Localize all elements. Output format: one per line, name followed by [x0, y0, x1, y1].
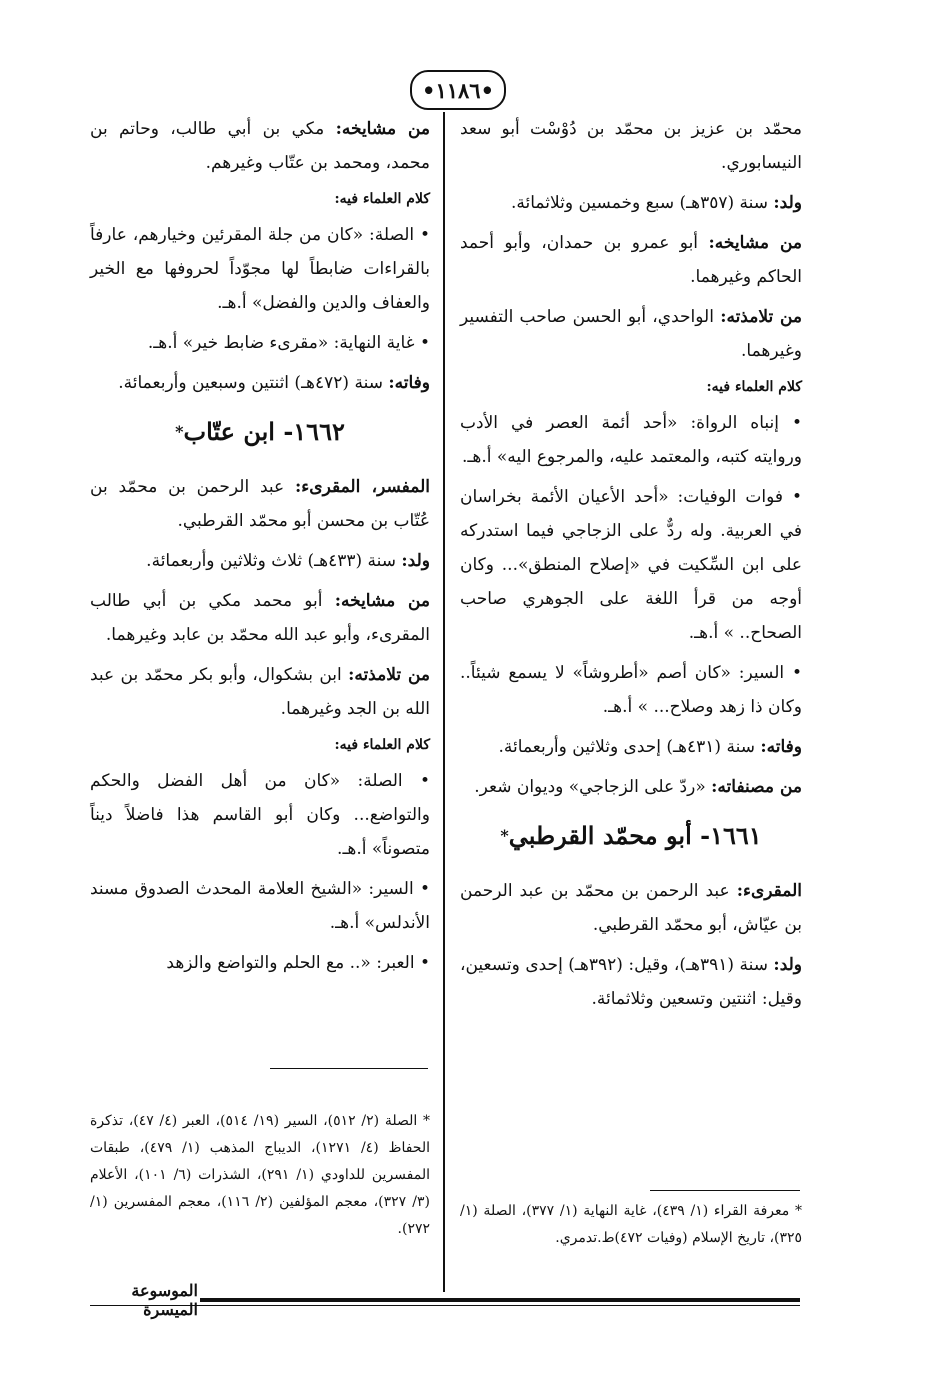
entry-title-text: ١٦٦١- أبو محمّد القرطبي [508, 821, 762, 850]
teachers-label: من مشايخه: [708, 233, 803, 253]
teachers-label-l: من مشايخه: [335, 119, 431, 139]
quote-fawat: • فوات الوفيات: «أحد الأعيان الأئمة بخراسان في العربية. وله ردٌّ على الزجاجي فيما استدركه على ابن السِّكيت في «إصلاح المنطق»... وكان أوجه من قرأ اللغة على الجوهري صاحب الصحاح.. » أ.هـ. [460, 487, 802, 643]
death-label-l: وفاته: [388, 373, 430, 393]
quote-ibar: • العبر: «.. مع الحلم والتواضع والزهد [166, 953, 430, 973]
works-text: «ردّ على الزجاجي» وديوان شعر. [474, 777, 706, 797]
footnote-star: * [500, 826, 509, 845]
entry-title-1662 [90, 412, 430, 452]
teachers-line-l [90, 112, 430, 180]
reciter-text: عبد الرحمن بن محمّد بن عبد الرحمن بن عيّاش، أبو محمّد القرطبي. [460, 881, 802, 935]
works-line [460, 770, 802, 804]
birth-label: ولد: [773, 193, 802, 213]
bottom-rule [200, 1298, 800, 1302]
birth-line [460, 186, 802, 220]
footnote-rule-left [270, 1068, 428, 1069]
footnote-left: * الصلة (٢/ ٥١٢)، السير (١٩/ ٥١٤)، العبر (٤/ ٤٧)، تذكرة الحفاظ (٤/ ١٢٧١)، الديباج المذهب (١/ ٤٧٩)، طبقات المفسرين للداودي (١/ ٢٩١)، الشذرات (٦/ ١٠١)، الأعلام (٣/ ٣٢٧)، معجم المؤلفين (٢/ ١١٦)، معجم المفسرين (١/ ٢٧٢). [90, 1113, 431, 1237]
birth-line-l [90, 544, 430, 578]
death-label: وفاته: [760, 737, 802, 757]
teachers-label-l2: من مشايخه: [334, 591, 430, 611]
death-line-l [90, 366, 430, 400]
quote-sila-2: • الصلة: «كان من أهل الفضل والحكم والتواضع... وكان أبو القاسم هذا فاضلاً ديناً متصوناً» أ.هـ. [90, 771, 430, 859]
students-text-l: ابن بشكوال، وأبو بكر محمّد بن عبد الله بن الجد وغيرهما. [90, 665, 430, 719]
birth-label-2: ولد: [773, 955, 803, 975]
mufassir-line [90, 470, 430, 538]
left-column [90, 112, 430, 986]
footnote-right: * معرفة القراء (١/ ٤٣٩)، غاية النهاية (١/ ٣٧٧)، الصلة (١/ ٣٢٥)، تاريخ الإسلام (وفيات ٤٧٢)ط.تدمري. [460, 1203, 802, 1246]
quote-ghaya: • غاية النهاية: «مقرىء ضابط خير» أ.هـ. [147, 333, 430, 353]
footnote-star-l: * [175, 422, 184, 441]
students-label: من تلامذته: [720, 307, 803, 327]
death-text-l: سنة (٤٧٢هـ) اثنتين وسبعين وأربعمائة. [118, 373, 383, 393]
quote-siyar-l: • السير: «الشيخ العلامة المحدث الصدوق مسند الأندلس» أ.هـ. [90, 879, 430, 933]
quote-sila: • الصلة: «كان من جلة المقرئين وخيارهم، عارفاً بالقراءات ضابطاً لها مجوّداً لحروفها مع الخير والعفاف والدين والفضل» أ.هـ. [90, 225, 430, 313]
students-line-l [90, 658, 430, 726]
scholars-heading: كلام العلماء فيه: [706, 379, 802, 395]
right-column [460, 112, 802, 1022]
works-label: من مصنفاته: [711, 777, 802, 797]
birth-line-2 [460, 948, 802, 1016]
footer-title: الموسوعة الميسرة [131, 1281, 198, 1319]
birth-text-2: سنة (٣٩١هـ)، وقيل: (٣٩٢هـ) إحدى وتسعين، وقيل: اثنتين وتسعين وثلاثمائة. [460, 955, 802, 1009]
scholars-heading-l2: كلام العلماء فيه: [334, 737, 430, 753]
entry-title-1661 [460, 816, 802, 856]
teachers-line [460, 226, 802, 294]
column-divider [443, 112, 445, 1292]
students-line [460, 300, 802, 368]
birth-text-l: سنة (٤٣٣هـ) ثلاث وثلاثين وأربعمائة. [146, 551, 396, 571]
death-line [460, 730, 802, 764]
teachers-text: أبو عمرو بن حمدان، وأبو أحمد الحاكم وغيرهما. [460, 233, 802, 287]
reciter-label: المقرىء: [736, 881, 802, 901]
reciter-line [460, 874, 802, 942]
mufassir-text: عبد الرحمن بن محمّد بن عُتّاب بن محسن أبو محمّد القرطبي. [90, 477, 430, 531]
birth-label-l: ولد: [401, 551, 430, 571]
students-label-l: من تلامذته: [348, 665, 430, 685]
quote-inbah: • إنباه الرواة: «أحد أئمة العصر في الأدب وروايته كتبه، والمعتمد عليه، والمرجوع اليه» أ.هـ. [460, 413, 802, 467]
mufassir-label: المفسر، المقرىء: [295, 477, 430, 497]
scholars-heading-l1: كلام العلماء فيه: [334, 191, 430, 207]
entry-title-text-l: ١٦٦٢- ابن عتّاب [183, 417, 345, 446]
teachers-line-l2 [90, 584, 430, 652]
teachers-text-l2: أبو محمد مكي بن أبي طالب المقرىء، وأبو عبد الله محمّد بن عابد وغيرهما. [90, 591, 430, 645]
footnote-rule-right [650, 1190, 800, 1191]
students-text: الواحدي، أبو الحسن صاحب التفسير وغيرهما. [460, 307, 802, 361]
entry-name-line: محمّد بن عزيز بن محمّد بن دُوْسْت أبو سعد النيسابوري. [460, 119, 802, 173]
birth-text: سنة (٣٥٧هـ) سبع وخمسين وثلاثمائة. [510, 193, 768, 213]
teachers-text-l: مكي بن أبي طالب، وحاتم بن محمد، ومحمد بن عتّاب وغيرهم. [90, 119, 430, 173]
quote-siyar: • السير: «كان أصم «أطروشاً» لا يسمع شيئاً.. وكان ذا زهد وصلاح... » أ.هـ. [460, 663, 802, 717]
page-number: •١١٨٦• [410, 70, 506, 110]
death-text: سنة (٤٣١هـ) إحدى وثلاثين وأربعمائة. [498, 737, 755, 757]
